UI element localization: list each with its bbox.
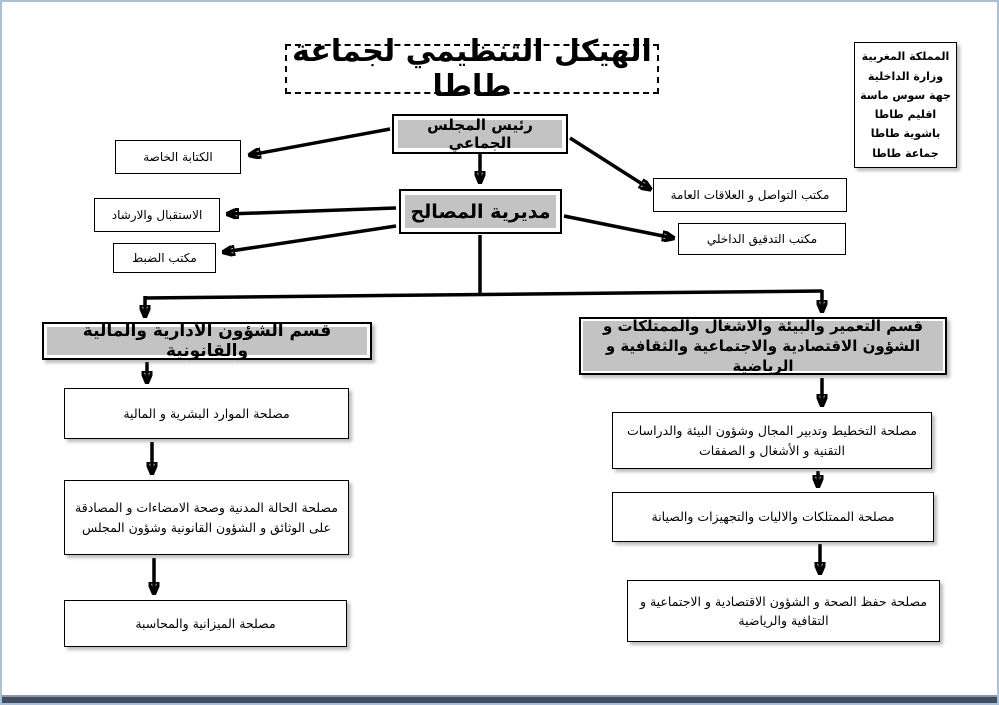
node-division-urban-environment bbox=[579, 317, 947, 375]
node-health-economic-social-service: مصلحة حفظ الصحة و الشؤون الاقتصادية و الاجتماعية و التقافية والرياضية bbox=[627, 580, 940, 642]
node-reception-guidance: الاستقبال والارشاد bbox=[94, 198, 220, 232]
arrow-directorate-to-audit bbox=[564, 216, 673, 238]
letterhead-line: وزارة الداخلية bbox=[867, 69, 944, 83]
letterhead-line: باشوية طاطا bbox=[870, 127, 941, 141]
node-label: قسم الشؤون الادارية والمالية والقانونية bbox=[47, 327, 367, 355]
node-planning-environment-service: مصلحة التخطيط وتدبير المجال وشؤون البيئة والدراسات التقنية و الأشغال و الصفقات bbox=[612, 412, 932, 469]
node-property-equipment-service: مصلحة الممتلكات والاليات والتجهيزات والصيانة bbox=[612, 492, 934, 542]
node-communication-public-relations: مكتب التواصل و العلاقات العامة bbox=[653, 178, 847, 212]
line-connector-horizontal bbox=[145, 291, 822, 298]
node-hr-finance-service: مصلحة الموارد البشرية و المالية bbox=[64, 388, 349, 439]
node-civil-status-service: مصلحة الحالة المدنية وصحة الامضاءات و المصادقة على الوثائق و الشؤون القانونية وشؤون المجلس bbox=[64, 480, 349, 555]
letterhead-line: اقليم طاطا bbox=[874, 108, 937, 121]
arrow-directorate-to-registry bbox=[224, 226, 396, 252]
node-budget-accounting-service: مصلحة الميزانية والمحاسبة bbox=[64, 600, 347, 647]
arrow-directorate-to-reception bbox=[228, 208, 396, 214]
node-internal-audit: مكتب التدقيق الداخلي bbox=[678, 223, 846, 255]
node-services-directorate bbox=[399, 189, 562, 234]
letterhead-line: المملكة المغربية bbox=[861, 50, 950, 64]
letterhead-line: جهة سوس ماسة bbox=[860, 88, 951, 102]
chart-title: الهيكل التنظيمي لجماعة طاطا bbox=[285, 44, 659, 94]
node-label: رئيس المجلس الجماعي bbox=[398, 120, 562, 148]
node-private-secretariat: الكتابة الخاصة bbox=[115, 140, 241, 174]
node-division-admin-financial-legal bbox=[42, 322, 372, 360]
node-label: مديرية المصالح bbox=[405, 195, 556, 228]
node-label: قسم التعمير والبيئة والاشغال والممتلكات و الشؤون الاقتصادية والاجتماعية والثقافية و الرياضية bbox=[583, 321, 943, 371]
page-bottom-bar bbox=[2, 695, 997, 703]
letterhead-line: جماعة طاطا bbox=[872, 146, 939, 160]
node-registry-office: مكتب الضبط bbox=[113, 243, 216, 273]
node-council-president bbox=[392, 114, 568, 154]
letterhead-box bbox=[854, 42, 957, 168]
arrow-president-to-secretariat bbox=[250, 129, 390, 155]
arrow-president-to-communication bbox=[570, 138, 650, 189]
